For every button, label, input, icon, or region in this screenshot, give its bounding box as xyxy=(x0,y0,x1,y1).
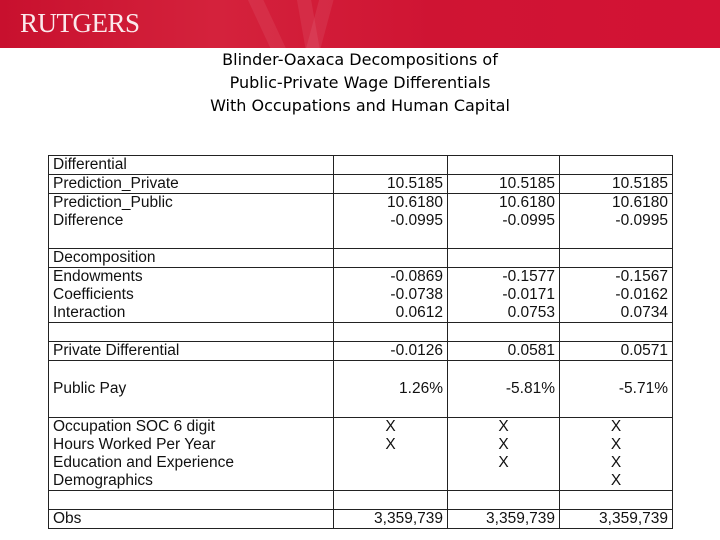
table-cell xyxy=(448,472,560,491)
table-cell: -0.0995 xyxy=(334,212,448,230)
row-label: Public Pay xyxy=(49,361,334,418)
decomposition-table xyxy=(48,155,673,529)
row-label xyxy=(49,491,334,510)
table-cell xyxy=(560,491,673,510)
table-cell xyxy=(334,156,448,175)
table-cell: -0.0162 xyxy=(560,286,673,304)
slide-title xyxy=(0,48,720,117)
table-cell: 3,359,739 xyxy=(448,510,560,529)
table-cell: -5.81% xyxy=(448,361,560,418)
table-row xyxy=(49,249,673,268)
table-cell xyxy=(334,472,448,491)
table-cell: X xyxy=(334,436,448,454)
row-label: Private Differential xyxy=(49,342,334,361)
table-cell: 3,359,739 xyxy=(560,510,673,529)
table-cell xyxy=(560,249,673,268)
title-line: Blinder-Oaxaca Decompositions of xyxy=(222,50,498,69)
table-row xyxy=(49,454,673,472)
table-cell: 0.0734 xyxy=(560,304,673,323)
table-cell: 0.0581 xyxy=(448,342,560,361)
table-cell: X xyxy=(448,418,560,437)
table-cell xyxy=(560,230,673,249)
table-cell: 3,359,739 xyxy=(334,510,448,529)
table-cell xyxy=(334,491,448,510)
table-cell xyxy=(448,230,560,249)
row-label: Prediction_Public xyxy=(49,194,334,213)
table-cell: -0.1567 xyxy=(560,268,673,287)
table-cell: X xyxy=(448,436,560,454)
row-label: Endowments xyxy=(49,268,334,287)
table-cell: 10.5185 xyxy=(448,175,560,194)
row-label xyxy=(49,230,334,249)
table-cell: 10.5185 xyxy=(560,175,673,194)
table-row xyxy=(49,175,673,194)
table-cell: -0.0738 xyxy=(334,286,448,304)
table-cell: -0.1577 xyxy=(448,268,560,287)
table-cell: X xyxy=(560,418,673,437)
table-row xyxy=(49,212,673,230)
table-row xyxy=(49,156,673,175)
table-row xyxy=(49,342,673,361)
row-label: Occupation SOC 6 digit xyxy=(49,418,334,437)
table-cell xyxy=(560,323,673,342)
table-row xyxy=(49,323,673,342)
row-label: Hours Worked Per Year xyxy=(49,436,334,454)
row-label: Demographics xyxy=(49,472,334,491)
table-cell xyxy=(448,249,560,268)
table-cell xyxy=(448,491,560,510)
table-cell: -0.0995 xyxy=(560,212,673,230)
table-cell xyxy=(334,249,448,268)
table-cell: 10.6180 xyxy=(448,194,560,213)
table-cell xyxy=(448,323,560,342)
table-row xyxy=(49,230,673,249)
row-label: Coefficients xyxy=(49,286,334,304)
table-cell xyxy=(334,230,448,249)
row-label: Education and Experience xyxy=(49,454,334,472)
table-cell: -0.0995 xyxy=(448,212,560,230)
table-row xyxy=(49,304,673,323)
table-cell xyxy=(334,323,448,342)
table-row xyxy=(49,491,673,510)
table-cell: -5.71% xyxy=(560,361,673,418)
table-row xyxy=(49,472,673,491)
table-cell: 0.0571 xyxy=(560,342,673,361)
row-label: Interaction xyxy=(49,304,334,323)
table-row xyxy=(49,194,673,213)
header-banner xyxy=(0,0,720,48)
table-cell: -0.0126 xyxy=(334,342,448,361)
table-cell xyxy=(448,156,560,175)
row-label: Difference xyxy=(49,212,334,230)
table-cell: 10.6180 xyxy=(560,194,673,213)
table-row xyxy=(49,436,673,454)
table-cell: -0.0869 xyxy=(334,268,448,287)
table-cell: X xyxy=(560,454,673,472)
table-cell: -0.0171 xyxy=(448,286,560,304)
table-row xyxy=(49,286,673,304)
table-cell xyxy=(334,454,448,472)
row-label: Decomposition xyxy=(49,249,334,268)
table-cell: 10.6180 xyxy=(334,194,448,213)
table-row xyxy=(49,510,673,529)
title-line: With Occupations and Human Capital xyxy=(210,96,510,115)
row-label: Prediction_Private xyxy=(49,175,334,194)
title-line: Public-Private Wage Differentials xyxy=(229,73,491,92)
rutgers-logo: RUTGERS xyxy=(20,8,140,38)
table-row xyxy=(49,361,673,418)
table-cell xyxy=(560,156,673,175)
row-label: Obs xyxy=(49,510,334,529)
row-label xyxy=(49,323,334,342)
table-cell: 10.5185 xyxy=(334,175,448,194)
table-cell: 0.0753 xyxy=(448,304,560,323)
table-cell: X xyxy=(448,454,560,472)
table-cell: X xyxy=(334,418,448,437)
row-label: Differential xyxy=(49,156,334,175)
table-cell: 0.0612 xyxy=(334,304,448,323)
table-row xyxy=(49,418,673,437)
table-row xyxy=(49,268,673,287)
table-cell: X xyxy=(560,472,673,491)
table-cell: X xyxy=(560,436,673,454)
table-cell: 1.26% xyxy=(334,361,448,418)
